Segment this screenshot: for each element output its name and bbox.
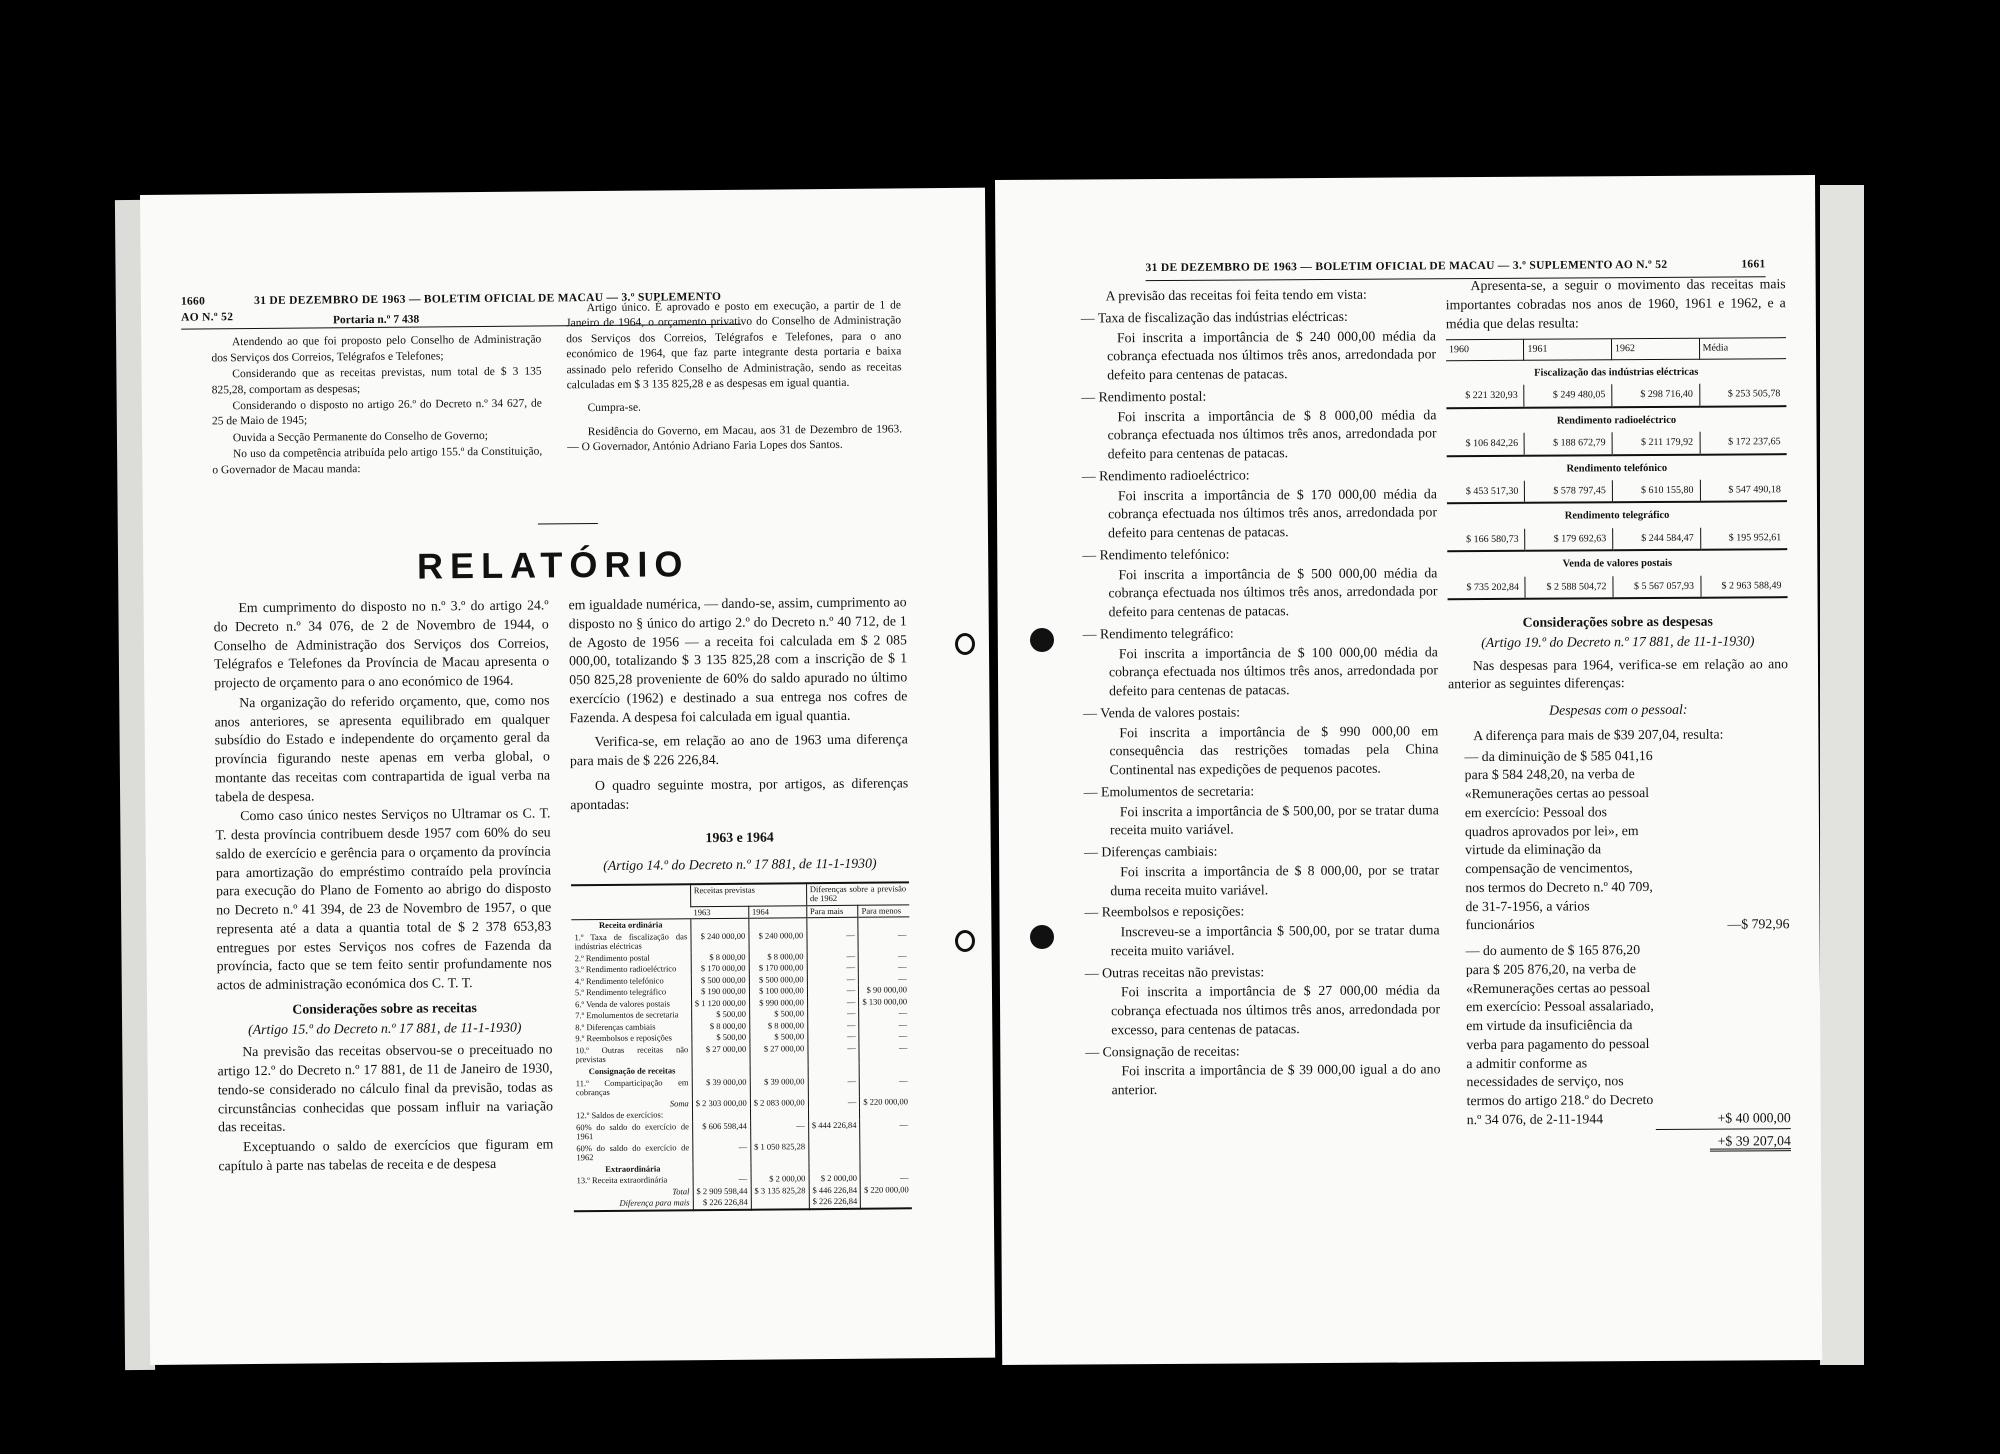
portaria-para: No uso da competência atribuída pelo artigo 155.º da Constituição, o Governador de Macau manda: xyxy=(212,445,543,477)
row-value: $ 2 000,00 xyxy=(809,1173,861,1185)
right-column-2 xyxy=(1446,275,1791,1152)
despesas-intro: Nas despesas para 1964, verifica-se em relação ao ano anterior as seguintes diferenças: xyxy=(1448,655,1789,692)
binder-hole xyxy=(955,930,975,952)
row-value xyxy=(693,1162,751,1174)
row-value: $ 500 000,00 xyxy=(749,974,807,986)
row-value: $ 2 303 000,00 xyxy=(692,1097,750,1109)
row-value: — xyxy=(859,1042,910,1063)
cmp-value: $ 5 567 057,93 xyxy=(1613,575,1701,598)
row-value xyxy=(860,1107,911,1119)
header-para-menos: Para menos xyxy=(858,905,909,918)
table-row xyxy=(573,1075,911,1099)
cmp-caption: Rendimento radioeléctrico xyxy=(1556,414,1677,427)
consid-receitas-sub: (Artigo 15.º do Decreto n.º 17 881, de 11-1-1930) xyxy=(248,1019,522,1037)
cmp-value: $ 172 237,65 xyxy=(1700,431,1787,454)
row-value: — xyxy=(693,1174,751,1186)
row-label: 5.º Rendimento telegráfico xyxy=(574,986,667,998)
revenue-item-body: Foi inscrita a importância de $ 170 000,00 média da cobrança efectuada nos últimos três anos, arredondada por defeito para centenas de patacas. xyxy=(1107,485,1438,541)
row-value: $ 170 000,00 xyxy=(749,963,807,975)
header-receitas: Receitas previstas xyxy=(690,883,806,907)
cmp-value: $ 453 517,30 xyxy=(1447,481,1525,504)
despesa-total xyxy=(1451,1132,1791,1153)
row-value: $ 500,00 xyxy=(749,1009,807,1021)
row-value: $ 444 226,84 xyxy=(808,1119,860,1140)
binder-hole xyxy=(1030,925,1054,949)
relatorio-para: Na organização do referido orçamento, que, como nos anos anteriores, se apresenta equilibrado em qualquer subsídio do Estado e independente do orçamento geral da província figurando neste apenas em verba global, o montante das receitas com contrapartida de igual verba na tabela de despesa. xyxy=(214,692,551,804)
row-value xyxy=(861,1195,912,1208)
binder-hole xyxy=(955,633,975,655)
revenue-item-heading: — Rendimento telefónico: xyxy=(1082,546,1230,563)
table-row xyxy=(573,1119,911,1143)
row-value: — xyxy=(858,929,909,950)
right-page-edge xyxy=(1820,185,1864,1365)
previsao-intro: A previsão das receitas foi feita tendo em vista: xyxy=(1105,286,1367,304)
revenue-item-heading: — Venda de valores postais: xyxy=(1083,704,1241,721)
relatorio-title: RELATÓRIO xyxy=(416,543,690,587)
right-page-number: 1661 xyxy=(1741,258,1766,271)
revenue-table xyxy=(571,881,912,1212)
relatorio-para: Verifica-se, em relação ao ano de 1963 uma diferença para mais de $ 226 226,84. xyxy=(569,731,908,769)
left-page-number: 1660 xyxy=(180,295,206,308)
row-value: — xyxy=(807,974,859,986)
row-value: $ 240 000,00 xyxy=(691,931,749,953)
row-label: 60% do saldo do exercício de 1961 xyxy=(576,1120,689,1142)
cmp-value: $ 106 842,26 xyxy=(1447,433,1525,456)
movimento-intro: Apresenta-se, a seguir o movimento das receitas mais importantes cobradas nos anos de 1960, 1961 e 1962, e a média que delas resulta: xyxy=(1445,276,1786,331)
row-label: 12.º Saldos de exercícios: xyxy=(576,1109,664,1121)
row-value: $ 240 000,00 xyxy=(749,930,807,952)
row-value xyxy=(860,1161,911,1173)
revenue-table-body xyxy=(571,917,912,1211)
row-label: 3.º Rendimento radioeléctrico xyxy=(574,963,677,975)
row-label: 10.º Outras receitas não previstas xyxy=(575,1044,689,1065)
row-value: $ 27 000,00 xyxy=(750,1043,808,1065)
row-label: 2.º Rendimento postal xyxy=(574,952,650,964)
cmp-caption: Rendimento telefónico xyxy=(1566,462,1668,475)
cmp-value: $ 610 155,80 xyxy=(1612,480,1700,503)
row-value: $ 90 000,00 xyxy=(859,985,910,997)
revenue-items-list xyxy=(1081,307,1441,1100)
row-value xyxy=(808,1064,860,1076)
row-label: 8.º Diferenças cambiais xyxy=(575,1021,656,1033)
row-value xyxy=(750,1064,808,1076)
row-value: $ 100 000,00 xyxy=(749,986,807,998)
portaria-block xyxy=(211,312,542,480)
table-title: 1963 e 1964 xyxy=(705,829,774,846)
row-label: 13.º Receita extraordinária xyxy=(576,1174,668,1186)
row-value xyxy=(809,1161,861,1173)
row-value xyxy=(809,1140,861,1161)
left-page xyxy=(140,188,995,1365)
row-label: 1.º Taxa de fiscalização das indústrias eléctricas xyxy=(574,931,688,952)
row-value: $ 226 226,84 xyxy=(809,1196,861,1209)
portaria-para: Ouvida a Secção Permanente do Conselho de Governo; xyxy=(232,429,489,445)
revenue-item-body: Foi inscrita a importância de $ 100 000,00 média da cobrança efectuada nos últimos três anos, arredondada por defeito para centenas de patacas. xyxy=(1108,643,1439,699)
row-value: — xyxy=(858,950,909,962)
row-label: 11.º Comparticipação em cobranças xyxy=(575,1076,689,1098)
right-running-head: 31 DE DEZEMBRO DE 1963 — BOLETIM OFICIAL DE MACAU — 3.º SUPLEMENTO AO N.º 52 1661 xyxy=(1145,257,1765,280)
cmp-value: $ 188 672,79 xyxy=(1525,432,1613,455)
row-value xyxy=(749,918,807,931)
despesa-item-2 xyxy=(1450,940,1791,1131)
cmp-value: $ 166 580,73 xyxy=(1447,528,1525,551)
row-value: — xyxy=(807,1008,859,1020)
cmp-header: 1960 xyxy=(1446,340,1524,361)
cmp-caption-row xyxy=(1447,502,1787,529)
row-value: $ 1 120 000,00 xyxy=(691,998,749,1010)
row-value: $ 2 083 000,00 xyxy=(750,1097,808,1109)
row-value: — xyxy=(859,1031,910,1043)
row-value: $ 1 050 825,28 xyxy=(751,1141,809,1163)
artigo-unico: Artigo único. É aprovado e posto em execução, a partir de 1 de Janeiro de 1964, o orçamento privativo do Conselho de Administração dos Serviços dos Correios, Telégrafos e Telefones, para o ano económico de 1964, que faz parte integrante desta portaria e baixa assinado pelo referido Conselho de Administração, sendo as receitas calculadas em $ 3 135 825,28 e as despesas em igual quantia. xyxy=(566,299,902,392)
header-para-mais: Para mais xyxy=(806,905,858,918)
row-label: 7.º Emolumentos de secretaria xyxy=(575,1009,679,1021)
consid-receitas-title: Considerações sobre as receitas xyxy=(292,999,477,1017)
consid-despesas-title: Considerações sobre as despesas xyxy=(1522,613,1713,630)
cmp-value: $ 221 320,93 xyxy=(1446,385,1524,408)
cmp-value-row xyxy=(1447,527,1787,552)
row-value: $ 27 000,00 xyxy=(692,1044,750,1066)
revenue-item-body: Foi inscrita a importância de $ 8 000,00 média da cobrança efectuada nos últimos três anos, arredondada por defeito para centenas de patacas. xyxy=(1107,406,1437,462)
residencia: Residência do Governo, em Macau, aos 31 de Dezembro de 1963. — O Governador, António Adriano Faria Lopes dos Santos. xyxy=(567,423,903,454)
cmp-caption: Rendimento telegráfico xyxy=(1564,510,1670,522)
portaria-para: Considerando o disposto no artigo 26.º do Decreto n.º 34 627, de 25 de Maio de 1945; xyxy=(211,397,542,428)
revenue-item-heading: — Diferenças cambiais: xyxy=(1084,843,1218,860)
revenue-item-heading: — Taxa de fiscalização das indústrias eléctricas: xyxy=(1080,308,1348,326)
row-label: Extraordinária xyxy=(605,1163,661,1174)
row-value: $ 130 000,00 xyxy=(859,996,910,1008)
header-diferencas: Diferenças sobre a previsão de 1962 xyxy=(806,882,909,905)
cmp-value: $ 298 716,40 xyxy=(1612,384,1700,407)
revenue-item-heading: — Emolumentos de secretaria: xyxy=(1083,783,1255,800)
relatorio-para: em igualdade numérica, — dando-se, assim, cumprimento ao disposto no § único do artigo 2.º do Decreto n.º 40 712, de 1 de Agosto de 1956 — a receita foi calculada em $ 2 085 000,00, totalizando $ 3 135 825,28 com a inscrição de $ 1 050 825,28 proveniente de 60% do saldo apurado no último exercício (1962) e destinado a sua entrega nos cofres de Fazenda. A despesa foi calculada em igual quantia. xyxy=(568,594,908,725)
cmp-value: $ 2 588 504,72 xyxy=(1525,576,1613,599)
relatorio-para: Em cumprimento do disposto no n.º 3.º do artigo 24.º do Decreto n.º 34 076, de 2 de Novembro de 1944, o Conselho de Administração dos Serviços dos Correios, Telégrafos e Telefones da Província de Macau apresenta o projecto de orçamento para o ano económico de 1964. xyxy=(213,597,550,691)
row-value xyxy=(859,1063,910,1075)
right-page xyxy=(995,175,1822,1365)
row-value xyxy=(751,1162,809,1174)
despesa-item-text: — da diminuição de $ 585 041,16 para $ 584 248,20, na verba de «Remunerações certas ao pessoal em exercício: Pessoal dos quadros aprovados por lei», em virtude da eliminação da compensação de vencimentos, nos termos do Decreto n.º 40 709, de 31-7-1956, a vários funcionários xyxy=(1464,747,1653,933)
cmp-caption-row xyxy=(1446,359,1786,386)
cmp-value: $ 179 692,63 xyxy=(1525,528,1613,551)
cmp-header: 1961 xyxy=(1524,339,1612,360)
right-column-1 xyxy=(1081,285,1441,1101)
row-label: 6.º Venda de valores postais xyxy=(575,998,670,1010)
row-value: — xyxy=(807,1020,859,1032)
revenue-item-body: Inscreveu-se a importância $ 500,00, por se tratar duma receita muito variável. xyxy=(1110,922,1440,959)
row-value xyxy=(750,1108,808,1120)
row-value: $ 500,00 xyxy=(692,1032,750,1044)
row-value xyxy=(808,1108,860,1120)
revenue-item-heading: — Rendimento radioeléctrico: xyxy=(1081,467,1250,484)
row-value: — xyxy=(693,1141,751,1163)
row-value: $ 500 000,00 xyxy=(691,975,749,987)
table-row xyxy=(571,929,909,953)
cmp-caption-row xyxy=(1447,454,1787,481)
despesa-total-value: +$ 39 207,04 xyxy=(1710,1133,1791,1151)
portaria-para: Atendendo ao que foi proposto pelo Conselho de Administração dos Serviços dos Correios, Telégrafos e Telefones; xyxy=(211,333,542,365)
row-value: $ 990 000,00 xyxy=(749,997,807,1009)
despesa-item-value: +$ 40 000,00 xyxy=(1656,1109,1791,1130)
row-value: — xyxy=(808,1043,860,1064)
table-row xyxy=(572,1042,910,1066)
row-label: 4.º Rendimento telefónico xyxy=(574,975,664,987)
relatorio-para: Como caso único nestes Serviços no Ultramar os C. T. T. desta província contribuem desde 1957 com 60% do seu saldo de exercício e gerência para o orçamento da província para amortização do empréstimo contraído pela província para execução do Plano de Fomento ao abrigo do disposto no Decreto n.º 41 394, de 23 de Novembro de 1957, o que representa até a data a quantia total de $ 2 378 653,83 entregues por estes Serviços nos cofres de Fazenda da província, facto que se tem feito sentir profundamente nos actos de administração económica dos C. T. T. xyxy=(215,805,552,993)
relatorio-column-2 xyxy=(569,593,912,1212)
binder-hole xyxy=(1030,628,1054,652)
row-value: — xyxy=(860,1172,911,1184)
cmp-value: $ 547 490,18 xyxy=(1700,479,1787,502)
relatorio-column-1 xyxy=(214,596,554,1176)
row-value: — xyxy=(807,985,859,997)
row-value: $ 8 000,00 xyxy=(691,952,749,964)
revenue-item-body: Foi inscrita a importância de $ 240 000,00 média da cobrança efectuada nos últimos três anos, arredondada por defeito para centenas de patacas. xyxy=(1107,327,1437,383)
cmp-value: $ 211 179,92 xyxy=(1612,432,1700,455)
left-running-head: 1660 31 DE DEZEMBRO DE 1963 — BOLETIM OFICIAL DE MACAU — 3.º SUPLEMENTO AO N.º 52 xyxy=(181,290,741,330)
row-value: $ 500,00 xyxy=(691,1009,749,1021)
cmp-caption: Venda de valores postais xyxy=(1562,558,1673,570)
row-value xyxy=(860,1140,911,1161)
row-value: — xyxy=(807,951,859,963)
row-value: $ 3 135 825,28 xyxy=(751,1185,809,1197)
header-1964: 1964 xyxy=(748,905,806,918)
row-label: Consignação de receitas xyxy=(588,1065,676,1077)
row-value: — xyxy=(808,1031,860,1043)
row-label: Diferença para mais xyxy=(619,1197,690,1209)
revenue-item-body: Foi inscrita a importância de $ 27 000,00 média da cobrança efectuada nos últimos três anos, arredondada por excesso, para centenas de patacas. xyxy=(1111,982,1441,1038)
row-value: — xyxy=(807,930,859,951)
revenue-item-body: Foi inscrita a importância de $ 500,00, por se tratar duma receita muito variável. xyxy=(1109,801,1439,838)
row-label: Receita ordinária xyxy=(598,919,663,931)
portaria-para: Considerando que as receitas previstas, num total de $ 3 135 825,28, comportam as despesas; xyxy=(211,365,542,397)
diferenca-line: A diferença para mais de $39 207,04, resulta: xyxy=(1473,726,1724,743)
row-value: $ 170 000,00 xyxy=(691,963,749,975)
table-row xyxy=(574,1195,912,1210)
row-value xyxy=(692,1109,750,1121)
row-value: — xyxy=(859,973,910,985)
cmp-value: $ 2 963 588,49 xyxy=(1700,575,1787,598)
row-value xyxy=(751,1196,809,1209)
row-value xyxy=(691,919,749,932)
row-value: — xyxy=(750,1120,808,1142)
row-value: $ 226 226,84 xyxy=(693,1197,751,1210)
revenue-item-heading: — Rendimento postal: xyxy=(1081,388,1207,405)
revenue-item-heading: — Rendimento telegráfico: xyxy=(1082,625,1234,642)
row-value: $ 8 000,00 xyxy=(749,1020,807,1032)
header-1963: 1963 xyxy=(690,906,748,919)
row-value: $ 220 000,00 xyxy=(860,1096,911,1108)
despesas-pessoal: Despesas com o pessoal: xyxy=(1549,701,1688,718)
cmp-header: 1962 xyxy=(1611,338,1699,359)
cmp-caption-row xyxy=(1446,406,1786,433)
row-value: — xyxy=(859,962,910,974)
cmp-value-row xyxy=(1447,479,1787,504)
cmp-value: $ 253 505,78 xyxy=(1699,383,1786,406)
revenue-comparison-table xyxy=(1446,337,1788,600)
cmp-value: $ 195 952,61 xyxy=(1700,527,1787,550)
cmp-value: $ 578 797,45 xyxy=(1525,480,1613,503)
portaria-title: Portaria n.º 7 438 xyxy=(332,313,420,327)
row-value: $ 500,00 xyxy=(750,1032,808,1044)
table-row xyxy=(573,1140,911,1164)
artigo-block xyxy=(566,298,902,457)
despesa-item-1 xyxy=(1448,746,1789,937)
cmp-value: $ 735 202,84 xyxy=(1447,576,1525,599)
revenue-item-body: Foi inscrita a importância de $ 500 000,00 média da cobrança efectuada nos últimos três anos, arredondada por defeito para centenas de patacas. xyxy=(1108,564,1438,620)
row-value: $ 190 000,00 xyxy=(691,986,749,998)
revenue-item-heading: — Consignação de receitas: xyxy=(1085,1043,1240,1059)
row-value xyxy=(807,918,859,930)
row-value: $ 606 598,44 xyxy=(692,1120,750,1142)
consid-despesas-sub: (Artigo 19.º do Decreto n.º 17 881, de 11-1-1930) xyxy=(1481,633,1755,650)
row-label: 60% do saldo do exercício de 1962 xyxy=(576,1141,690,1163)
revenue-item-body: Foi inscrita a importância de $ 39 000,00 igual a do ano anterior. xyxy=(1111,1061,1441,1098)
relatorio-para: O quadro seguinte mostra, por artigos, as diferenças apontadas: xyxy=(570,775,909,812)
row-value: $ 39 000,00 xyxy=(750,1076,808,1098)
cmp-value-row xyxy=(1446,383,1786,408)
row-value: $ 2 000,00 xyxy=(751,1173,809,1185)
row-value: — xyxy=(808,1075,860,1096)
row-value: — xyxy=(807,997,859,1009)
cmp-value-row xyxy=(1447,575,1787,600)
row-value xyxy=(858,917,909,929)
row-value: $ 220 000,00 xyxy=(861,1184,912,1196)
row-label: 9.º Reembolsos e reposições xyxy=(575,1032,673,1044)
cumpra-se: Cumpra-se. xyxy=(587,402,641,415)
cmp-header: Média xyxy=(1699,338,1786,359)
despesa-item-text: — do aumento de $ 165 876,20 para $ 205 876,20, na verba de «Remunerações certas ao pessoal em exercício: Pessoal assalariado, em virtude da insuficiência da verba para pagamento do pessoal a admitir conforme as necessidades de serviço, nos termos do artigo 218.º do Decreto n.º 34 076, de 2-11-1944 xyxy=(1465,942,1654,1128)
row-value: $ 39 000,00 xyxy=(692,1076,750,1098)
row-value: $ 8 000,00 xyxy=(749,951,807,963)
divider xyxy=(538,523,598,525)
revenue-item-heading: — Reembolsos e reposições: xyxy=(1084,903,1245,920)
row-value: $ 446 226,84 xyxy=(809,1184,861,1196)
relatorio-para: Na previsão das receitas observou-se o preceituado no artigo 12.º do Decreto n.º 17 881, de 11 de Janeiro de 1930, tendo-se considerado no cálculo final da previsão, todas as circunstâncias conhecidas que possam influir na variação das receitas. xyxy=(217,1041,554,1135)
row-value: — xyxy=(860,1119,911,1140)
revenue-item-body: Foi inscrita a importância de $ 990 000,00 em consequência das restrições tomadas pela China Continental nas expedições de pequenos pacotes. xyxy=(1109,722,1439,778)
row-label: Total xyxy=(672,1185,690,1197)
row-value: — xyxy=(860,1075,911,1096)
row-value: — xyxy=(807,962,859,974)
row-value: $ 2 909 598,44 xyxy=(693,1185,751,1197)
cmp-caption: Fiscalização das indústrias eléctricas xyxy=(1534,366,1699,379)
row-value: $ 8 000,00 xyxy=(691,1021,749,1033)
cmp-value: $ 244 584,47 xyxy=(1613,527,1701,550)
table-subtitle: (Artigo 14.º do Decreto n.º 17 881, de 11-1-1930) xyxy=(603,855,877,873)
despesa-item-value: —$ 792,96 xyxy=(1727,916,1790,932)
row-value: — xyxy=(859,1019,910,1031)
table-corner xyxy=(571,884,691,920)
cmp-caption-row xyxy=(1447,549,1787,576)
revenue-item-body: Foi inscrita a importância de $ 8 000,00, por se tratar duma receita muito variável. xyxy=(1110,862,1440,898)
row-value xyxy=(692,1065,750,1077)
revenue-item-heading: — Outras receitas não previstas: xyxy=(1084,963,1265,980)
cmp-value: $ 249 480,05 xyxy=(1524,384,1612,407)
relatorio-para: Exceptuando o saldo de exercícios que figuram em capítulo à parte nas tabelas de receita e de despesa xyxy=(218,1136,554,1174)
row-value: — xyxy=(808,1096,860,1108)
row-label: Soma xyxy=(669,1097,689,1108)
row-value: — xyxy=(859,1008,910,1020)
cmp-value-row xyxy=(1447,431,1787,456)
